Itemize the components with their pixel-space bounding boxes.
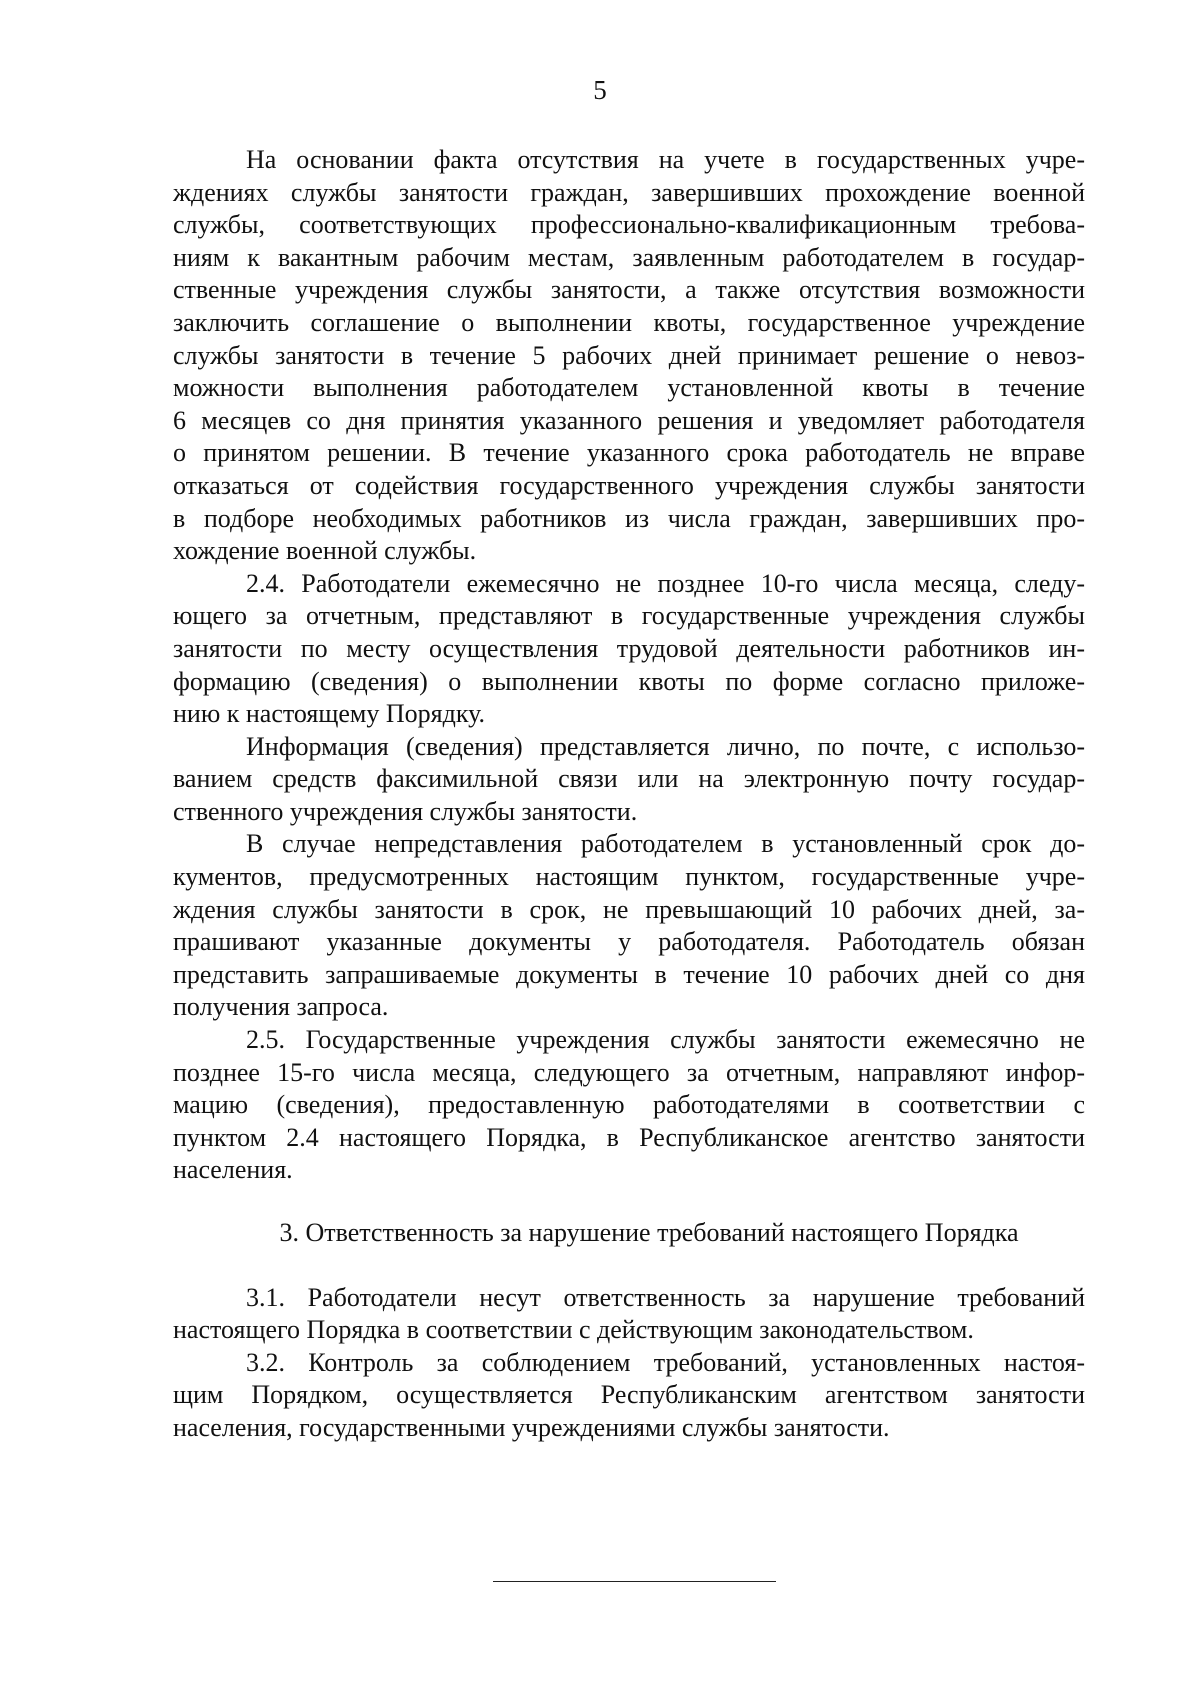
text-line: настоящего Порядка в соответствии с действующим законодательством. [173,1315,974,1345]
text-line: В случае непредставления работодателем в установленный срок до- [246,829,1085,859]
text-line: щим Порядком, осуществляется Республиканским агентством занятости [173,1380,1085,1410]
text-line: отказаться от содействия государственного учреждения службы занятости [173,470,1085,500]
text-line: о принятом решении. В течение указанного срока работодатель не вправе [173,438,1085,468]
text-line: в подборе необходимых работников из числа граждан, завершивших про- [173,503,1085,533]
paragraph [173,1282,1085,1347]
text-line: 2.5. Государственные учреждения службы занятости ежемесячно не [246,1025,1085,1055]
text-line: позднее 15-го числа месяца, следующего за отчетным, направляют инфор- [173,1057,1085,1087]
text-line: формацию (сведения) о выполнении квоты по форме согласно приложе- [173,666,1085,696]
text-line: заключить соглашение о выполнении квоты, государственное учреждение [173,307,1085,337]
paragraph [173,1024,1085,1187]
text-line: ждения службы занятости в срок, не превышающий 10 рабочих дней, за- [173,894,1085,924]
paragraph [173,828,1085,1024]
text-line: ющего за отчетным, представляют в государственные учреждения службы [173,601,1085,631]
paragraph [173,1347,1085,1445]
text-line: можности выполнения работодателем установленной квоты в течение [173,373,1085,403]
section-paragraphs [173,1282,1085,1445]
text-line: 3.2. Контроль за соблюдением требований, установленных настоя- [246,1347,1085,1377]
text-line: населения. [173,1155,293,1185]
text-line: 6 месяцев со дня принятия указанного решения и уведомляет работодателя [173,405,1085,435]
text-line: ственного учреждения службы занятости. [173,796,638,826]
page-number: 5 [593,75,607,105]
end-rule [493,1581,776,1582]
text-line: прашивают указанные документы у работодателя. Работодатель обязан [173,927,1085,957]
text-line: службы занятости в течение 5 рабочих дней принимает решение о невоз- [173,340,1085,370]
text-line: Информация (сведения) представляется лично, по почте, с использо- [246,731,1085,761]
text-line: 2.4. Работодатели ежемесячно не позднее 10-го числа месяца, следу- [246,568,1085,598]
body-paragraphs [173,144,1085,1187]
text-line: службы, соответствующих профессионально-квалификационным требова- [173,210,1085,240]
section-heading: 3. Ответственность за нарушение требований настоящего Порядка [279,1218,1019,1247]
paragraph [173,144,1085,568]
text-line: хождение военной службы. [173,536,477,566]
text-line: кументов, предусмотренных настоящим пунктом, государственные учре- [173,862,1085,892]
text-line: пунктом 2.4 настоящего Порядка, в Республиканское агентство занятости [173,1122,1085,1152]
text-line: нию к настоящему Порядку. [173,699,485,729]
text-line: представить запрашиваемые документы в течение 10 рабочих дней со дня [173,959,1085,989]
text-line: занятости по месту осуществления трудовой деятельности работников ин- [173,633,1085,663]
paragraph [173,568,1085,731]
text-line: 3.1. Работодатели несут ответственность за нарушение требований [246,1282,1085,1312]
text-line: мацию (сведения), предоставленную работодателями в соответствии с [173,1090,1085,1120]
text-line: ванием средств факсимильной связи или на электронную почту государ- [173,764,1085,794]
text-line: ждениях службы занятости граждан, завершивших прохождение военной [173,177,1085,207]
document-body [173,144,1085,1445]
text-line: ниям к вакантным рабочим местам, заявленным работодателем в государ- [173,242,1085,272]
text-line: населения, государственными учреждениями службы занятости. [173,1412,890,1442]
paragraph [173,731,1085,829]
text-line: На основании факта отсутствия на учете в государственных учре- [246,145,1085,174]
text-line: ственные учреждения службы занятости, а также отсутствия возможности [173,275,1085,305]
text-line: получения запроса. [173,992,389,1022]
